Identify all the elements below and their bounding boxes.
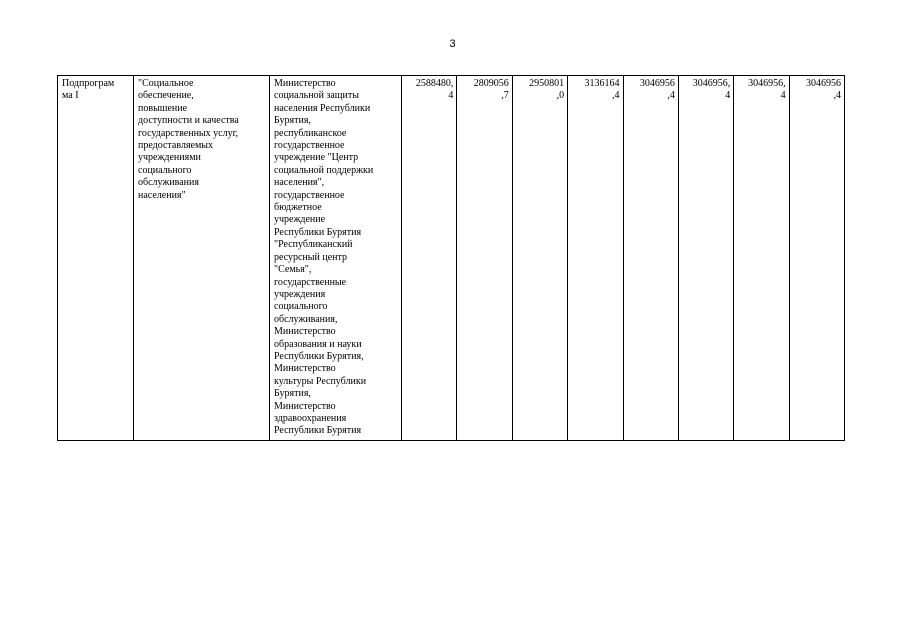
- value-cell: [734, 76, 789, 441]
- executors-cell: [270, 76, 402, 441]
- executors-text: Министерство социальной защиты населения Республики Бурятия, республиканское государственное учреждение "Центр социальной поддержки населения", государственное бюджетное учреждение Республики Бурятия "Республиканский ресурсный центр "Семья", государственные учреждения социального обслуживания, Министерство образования и науки Республики Бурятия, Министерство культуры Республики Бурятия, Министерство здравоохранения Республики Бурятия: [274, 78, 374, 437]
- subprogram-title-cell: [134, 76, 270, 441]
- value: 2809056 ,7: [473, 78, 509, 102]
- subprogram-title: "Социальное обеспечение, повышение доступности и качества государственных услуг, предоставляемых учреждениями социального обслуживания населения": [138, 78, 239, 201]
- value: 3046956, 4: [692, 78, 731, 102]
- value: 2950801 ,0: [529, 78, 565, 102]
- value-cell: [623, 76, 678, 441]
- subprogram-name: Подпрограм ма I: [62, 78, 115, 102]
- value: 3136164 ,4: [584, 78, 620, 102]
- table-row: [58, 76, 845, 441]
- value: 3046956 ,4: [639, 78, 675, 102]
- budget-table: [57, 75, 845, 441]
- subprogram-name-cell: [58, 76, 134, 441]
- value-cell: [402, 76, 457, 441]
- value: 2588480, 4: [415, 78, 454, 102]
- value-cell: [512, 76, 567, 441]
- value-cell: [789, 76, 844, 441]
- page-number: 3: [449, 38, 456, 50]
- value-cell: [457, 76, 512, 441]
- value: 3046956, 4: [748, 78, 786, 102]
- value: 3046956 ,4: [806, 78, 841, 102]
- value-cell: [678, 76, 733, 441]
- value-cell: [568, 76, 623, 441]
